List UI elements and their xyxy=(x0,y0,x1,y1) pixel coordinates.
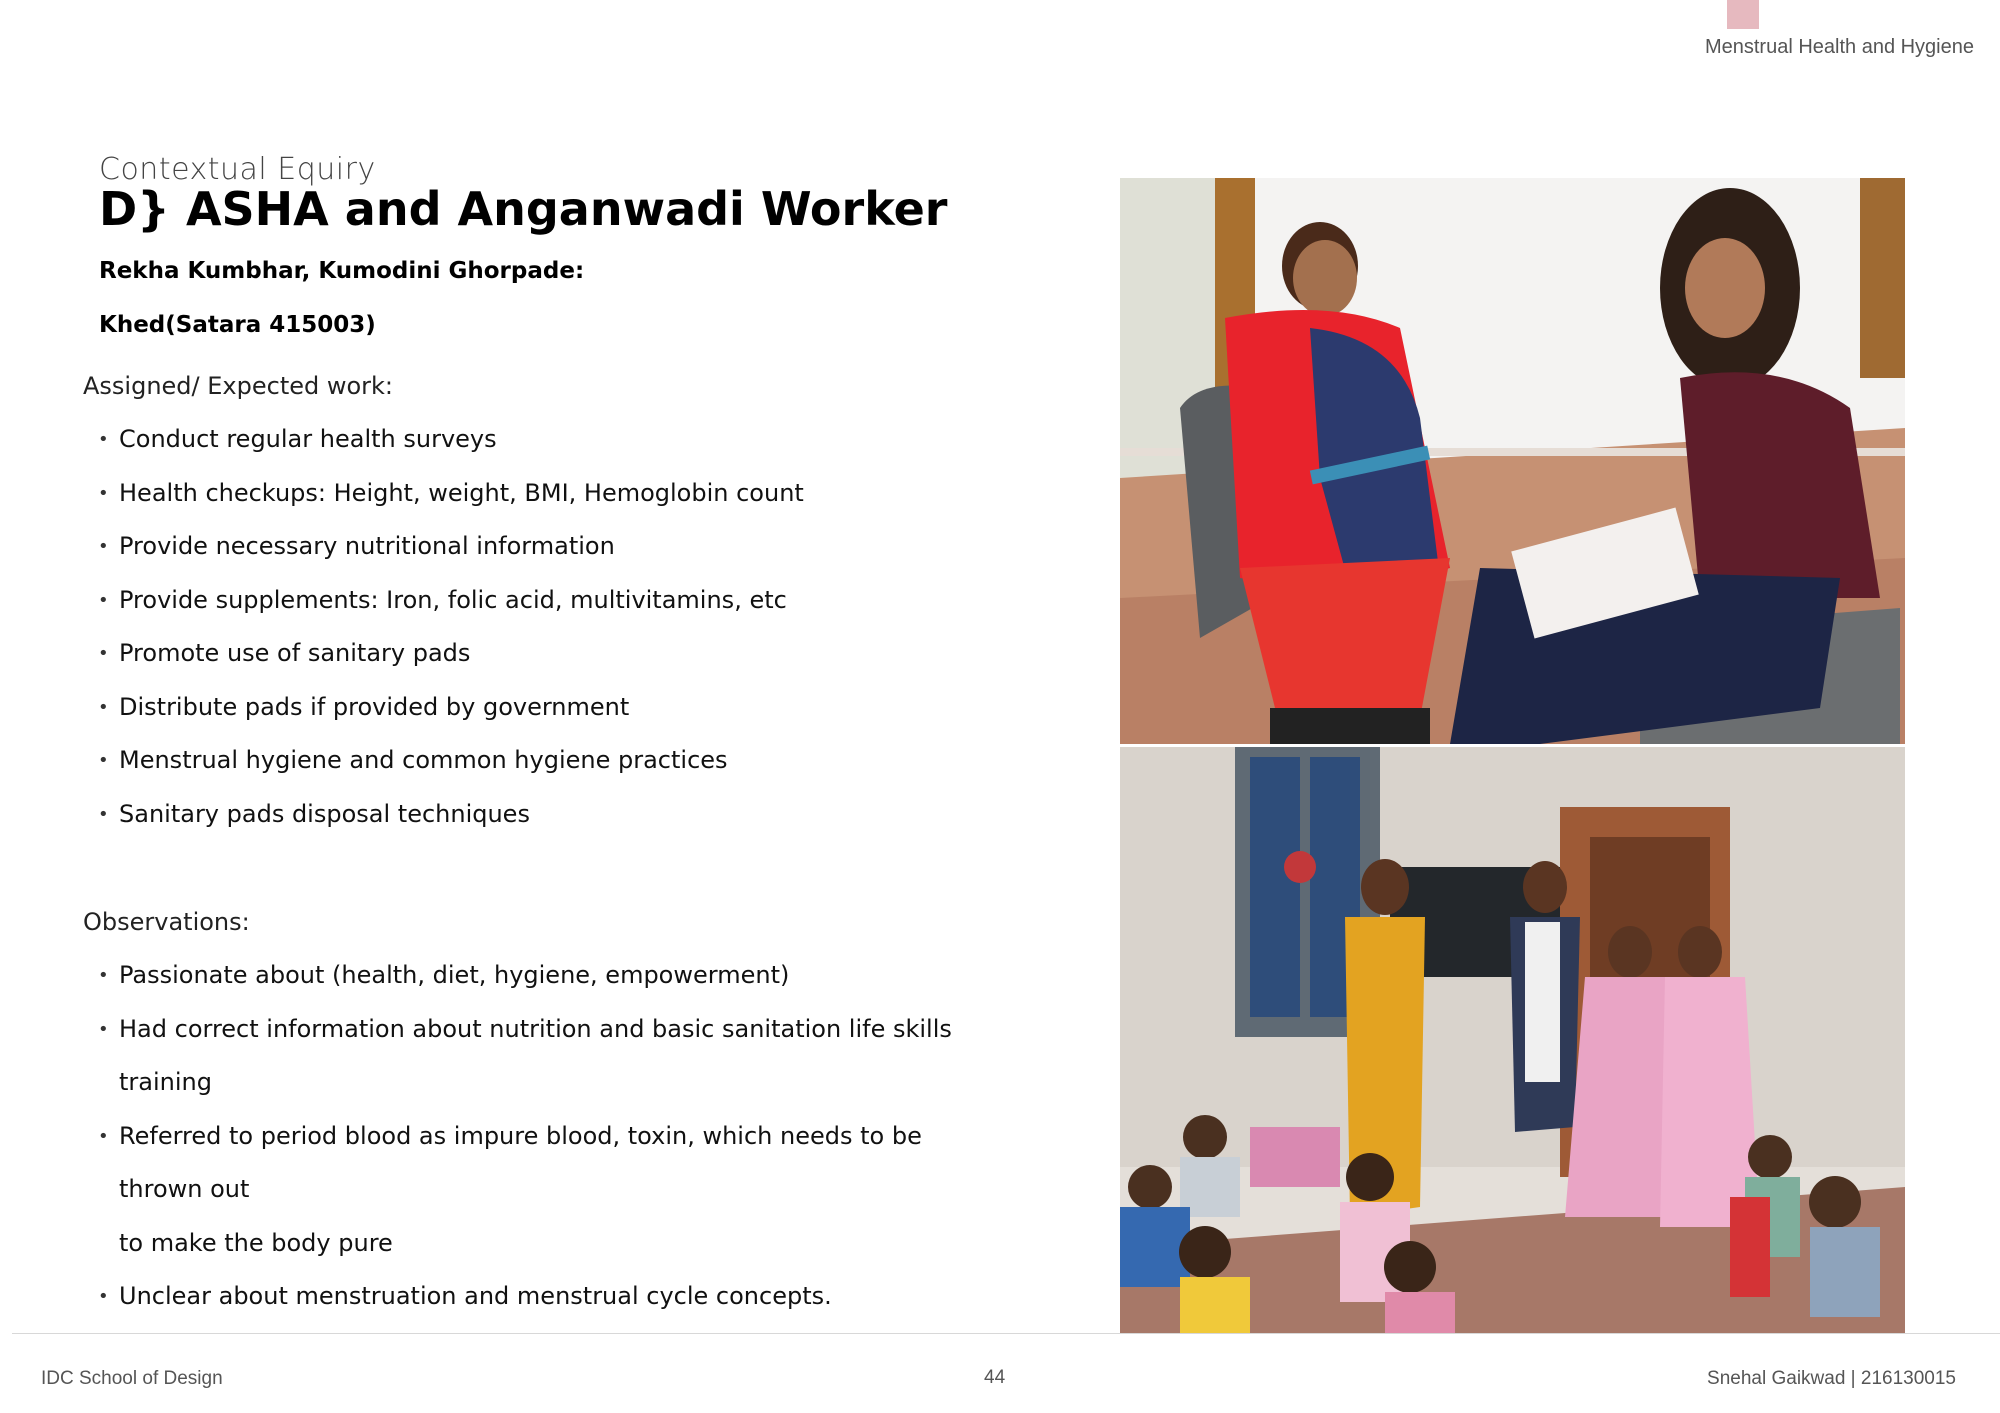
list-item: • Referred to period blood as impure blood, toxin, which needs to be thrown out xyxy=(99,1110,999,1217)
footer-institution: IDC School of Design xyxy=(41,1368,223,1389)
observations-heading: Observations: xyxy=(83,908,250,936)
anganwadi-photo xyxy=(1120,747,1905,1333)
slide-title: D} ASHA and Anganwadi Worker xyxy=(99,182,948,236)
list-item: • Health checkups: Height, weight, BMI, Hemoglobin count xyxy=(99,467,999,521)
assigned-work-list xyxy=(99,413,999,841)
interview-photo xyxy=(1120,178,1905,744)
list-item: • Sanitary pads disposal techniques xyxy=(99,788,999,842)
list-item: • Distribute pads if provided by government xyxy=(99,681,999,735)
list-item: • Passionate about (health, diet, hygiene, empowerment) xyxy=(99,949,999,1003)
observations-list xyxy=(99,949,999,1324)
list-item: • Provide supplements: Iron, folic acid, multivitamins, etc xyxy=(99,574,999,628)
photo-column xyxy=(1120,178,1905,1333)
accent-tab xyxy=(1727,0,1759,29)
page-number: 44 xyxy=(984,1367,1006,1388)
list-item: • Unclear about menstruation and menstrual cycle concepts. xyxy=(99,1270,999,1324)
list-item: • Menstrual hygiene and common hygiene practices xyxy=(99,734,999,788)
footer-divider xyxy=(12,1333,2000,1334)
list-item: • Promote use of sanitary pads xyxy=(99,627,999,681)
section-label: Menstrual Health and Hygiene xyxy=(1704,36,1974,58)
list-item-continuation: to make the body pure xyxy=(119,1228,393,1257)
assigned-work-heading: Assigned/ Expected work: xyxy=(83,372,394,400)
footer-author: Snehal Gaikwad | 216130015 xyxy=(1707,1368,1956,1389)
interviewee-names: Rekha Kumbhar, Kumodini Ghorpade: xyxy=(99,258,585,284)
list-item: • Conduct regular health surveys xyxy=(99,413,999,467)
slide-kicker: Contextual Equiry xyxy=(99,152,376,187)
list-item: • Provide necessary nutritional information xyxy=(99,520,999,574)
interview-location: Khed(Satara 415003) xyxy=(99,312,376,338)
list-item: • Had correct information about nutrition and basic sanitation life skills training xyxy=(99,1003,999,1110)
